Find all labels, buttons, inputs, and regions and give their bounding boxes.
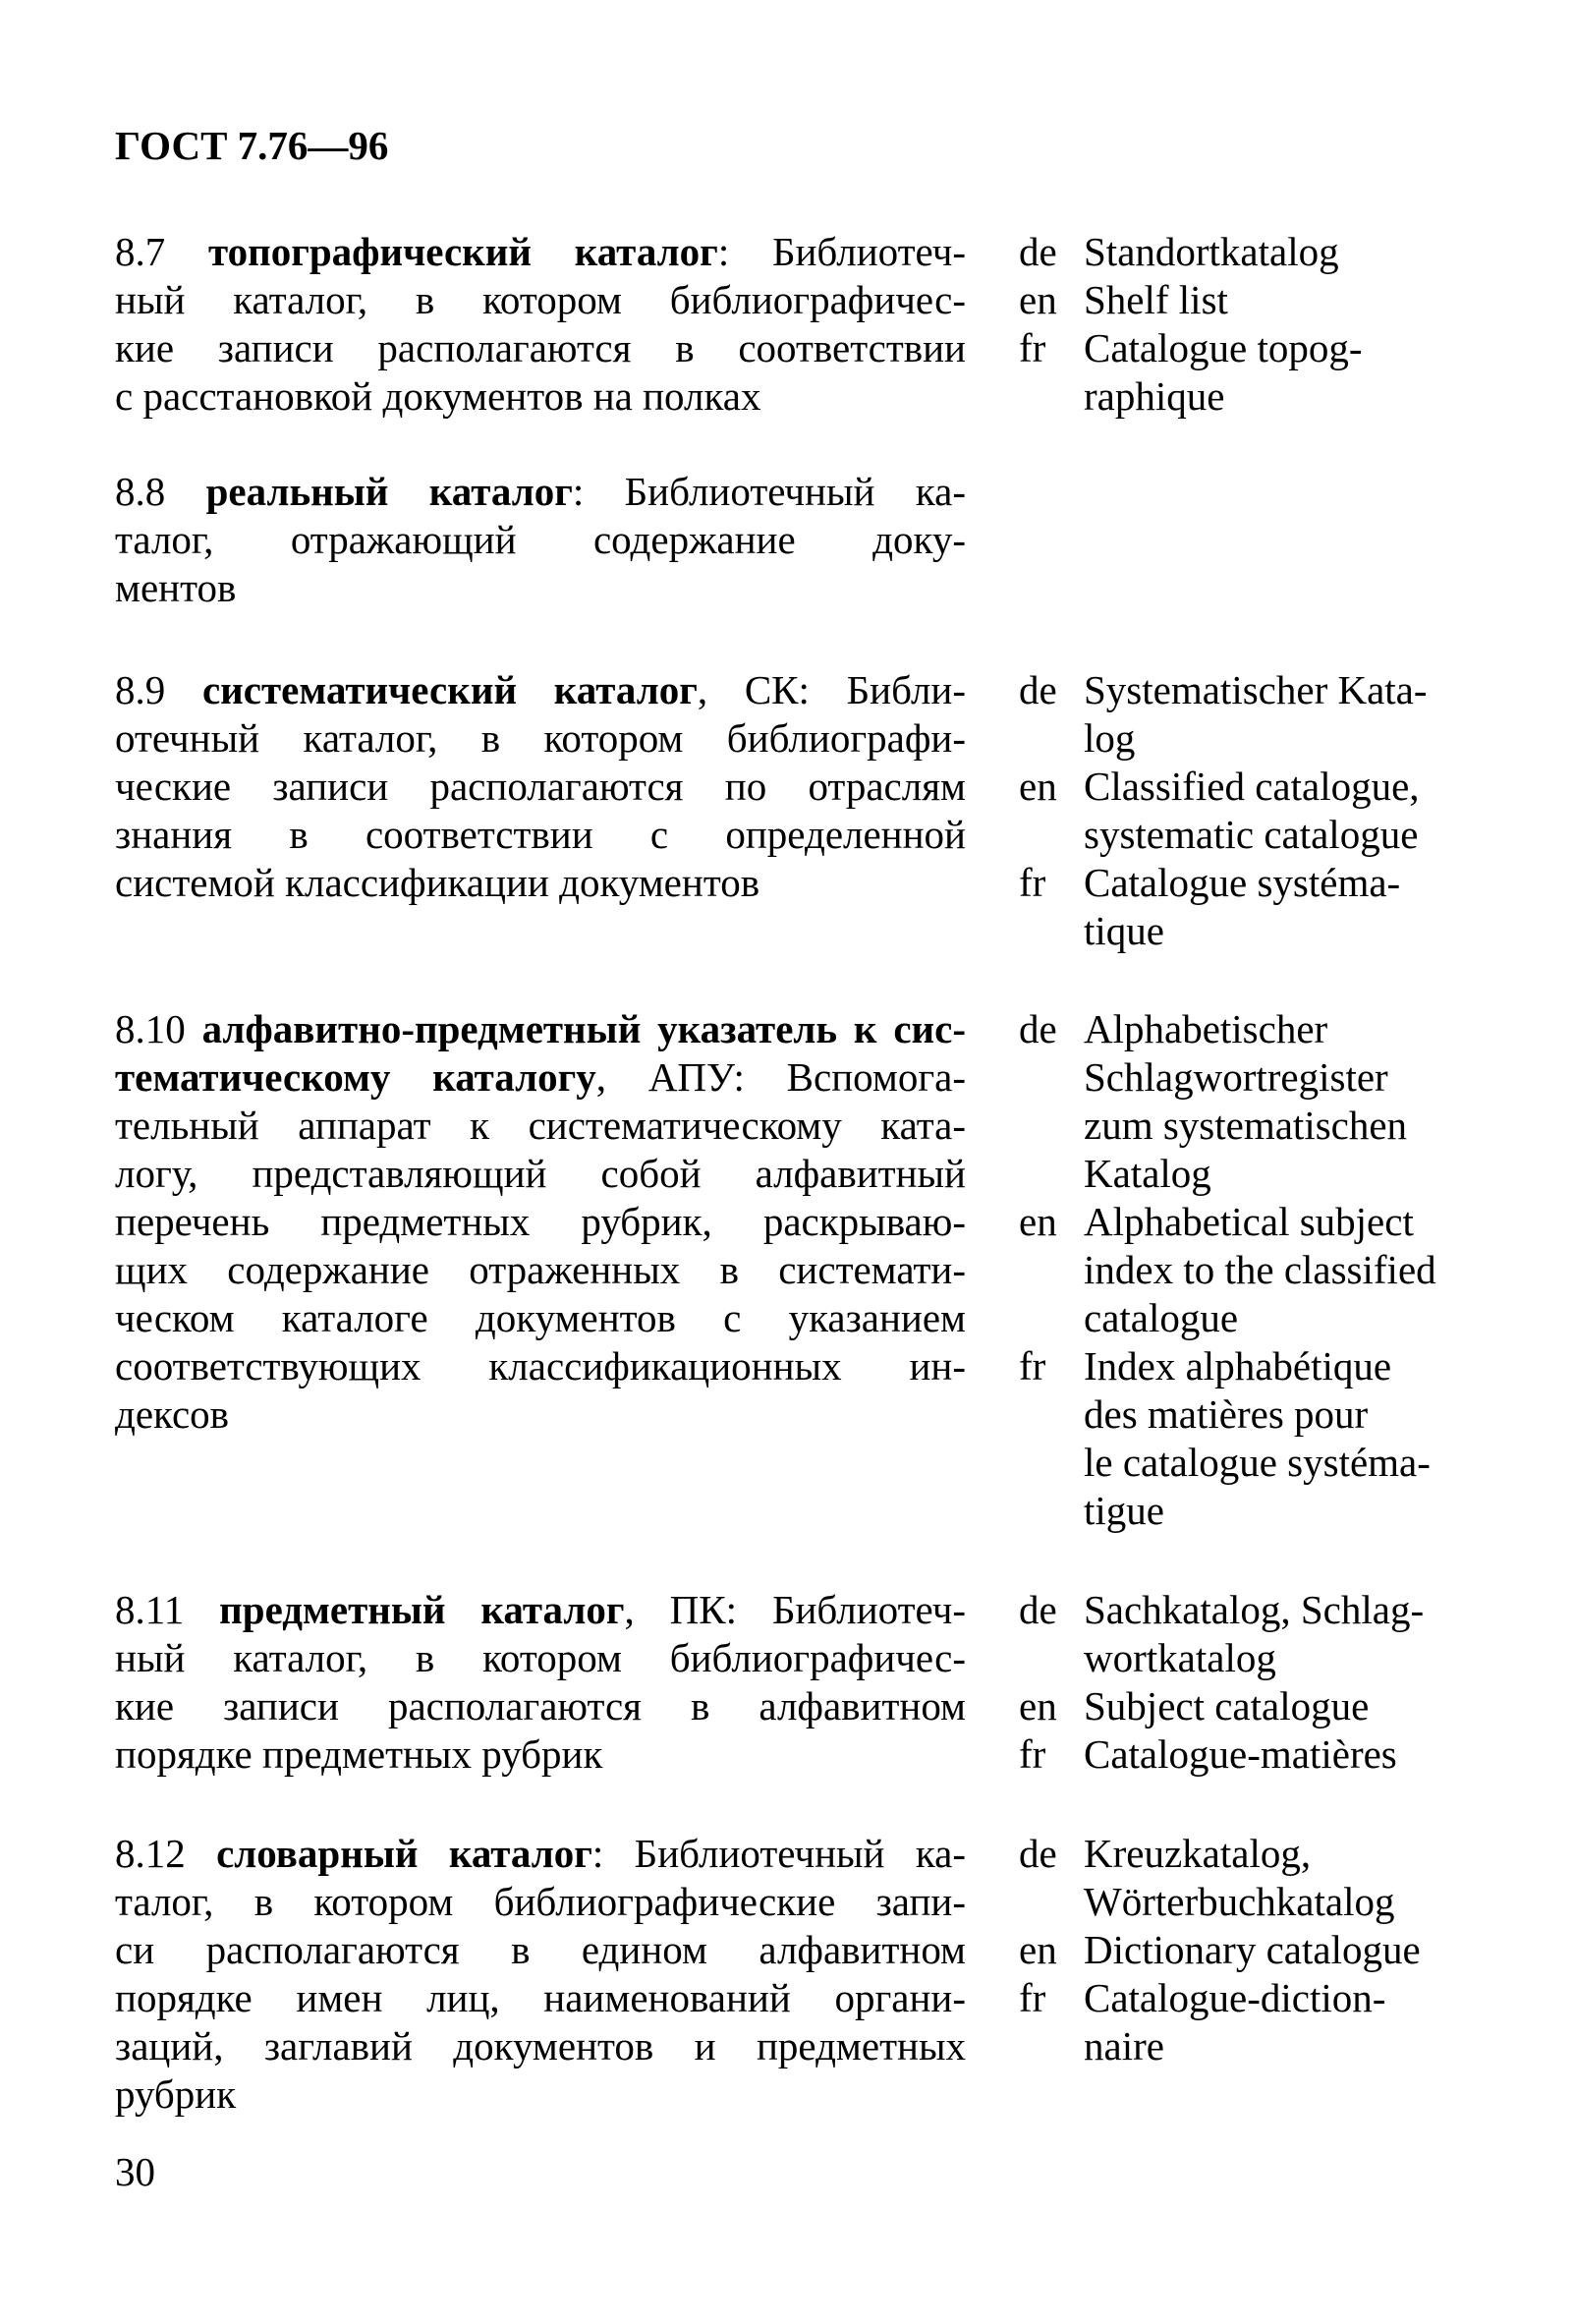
foreign-equivalents [1019,1005,1510,1535]
language-code: de [1019,1006,1057,1051]
definition-line: ный каталог, в котором библиографичес- [115,1635,966,1680]
term-number: 8.8 [115,469,206,514]
definition-line: 8.8 реальный каталог: Библиотечный ка- [115,469,966,514]
equivalent-term: Catalogue-matières [1084,1731,1397,1777]
equivalent-de [1019,1830,1510,1926]
definition-line: рубрик [115,2071,237,2117]
definition-line: ментов [115,565,237,610]
language-code: en [1019,277,1057,322]
definition-line: заций, заглавий документов и предметных [115,2023,966,2069]
equivalent-en [1019,1682,1510,1730]
term-title: реальный каталог [205,469,573,514]
equivalent-en [1019,1198,1510,1342]
definition-line: талог, в котором библиографические запи- [115,1879,966,1924]
definition-line: ный каталог, в котором библиографичес- [115,277,966,322]
equivalent-en [1019,763,1510,859]
equivalent-fr [1019,1730,1510,1779]
equivalent-term: Catalogue topog- raphique [1084,325,1363,419]
equivalent-de [1019,1005,1510,1198]
equivalent-term: Catalogue systéma- tique [1084,860,1401,953]
equivalent-term: Alphabetical subject index to the classified catalogue [1084,1199,1436,1340]
term-number: 8.10 [115,1006,202,1051]
language-code: fr [1019,1343,1046,1389]
definition-line: 8.11 предметный каталог, ПК: Библиотеч- [115,1587,966,1632]
language-code: fr [1019,1975,1046,2020]
equivalent-fr [1019,859,1510,955]
definition-line: кие записи располагаются в соответствии [115,325,966,370]
language-code: de [1019,667,1057,712]
foreign-equivalents [1019,1830,1510,2070]
term-title: алфавитно-предметный указатель к сис- [201,1006,966,1051]
language-code: fr [1019,1731,1046,1777]
definition-line: отечный каталог, в котором библиографи- [115,715,966,761]
definition-line: 8.12 словарный каталог: Библиотечный ка- [115,1831,967,1876]
definition-line: кие записи располагаются в алфавитном [115,1683,966,1729]
language-code: de [1019,1587,1057,1632]
definition-line: талог, отражающий содержание доку- [115,517,966,562]
equivalent-fr [1019,1342,1510,1535]
term-number: 8.7 [115,229,208,274]
definition-line: ческие записи располагаются по отраслям [115,764,966,809]
term-number: 8.12 [115,1831,217,1876]
definition-line: ческом каталоге документов с указанием [115,1295,966,1340]
definition-line: тематическому каталогу, АПУ: Вспомога- [115,1054,966,1100]
term-title: словарный каталог [216,1831,592,1876]
equivalent-term: Subject catalogue [1084,1683,1370,1729]
term-title-continued: тематическому каталогу [115,1054,596,1100]
equivalent-term: Alphabetischer Schlagwortregister zum systematischen Katalog [1084,1006,1408,1196]
foreign-equivalents [1019,1586,1510,1779]
equivalent-fr [1019,1974,1510,2070]
definition-line: порядке предметных рубрик [115,1731,603,1777]
definition-line: системой классификации документов [115,860,760,905]
language-code: en [1019,1199,1057,1244]
term-definition [115,468,966,612]
definition-line: тельный аппарат к систематическому ката- [115,1103,966,1148]
language-code: en [1019,1683,1057,1729]
equivalent-fr [1019,324,1510,421]
equivalent-de [1019,1586,1510,1682]
equivalent-term: Catalogue-diction- naire [1084,1975,1386,2069]
term-definition [115,228,966,421]
term-title: предметный каталог [219,1587,625,1632]
equivalent-term: Kreuzkatalog, Wörterbuchkatalog [1084,1831,1395,1924]
language-code: de [1019,1831,1057,1876]
equivalent-en [1019,1926,1510,1974]
foreign-equivalents [1019,228,1510,421]
equivalent-de [1019,228,1510,276]
page-header: ГОСТ 7.76—96 [115,123,389,168]
definition-line [115,1005,966,1053]
equivalent-term: Sachkatalog, Schlag- wortkatalog [1084,1587,1425,1680]
language-code: en [1019,764,1057,809]
page-number: 30 [115,2149,155,2194]
equivalent-term: Dictionary catalogue [1084,1927,1421,1972]
definition-line: порядке имен лиц, наименований органи- [115,1975,966,2020]
foreign-equivalents [1019,666,1510,955]
definition-line: си располагаются в едином алфавитном [115,1927,966,1972]
definition-line: с расстановкой документов на полках [115,373,761,419]
equivalent-term: Shelf list [1084,277,1228,322]
term-definition [115,1830,966,2119]
term-title: топографический каталог [207,229,718,274]
equivalent-term: Standortkatalog [1084,229,1339,274]
definition-line: 8.9 систематический каталог, СК: Библи- [115,667,966,712]
equivalent-term: Classified catalogue, systematic catalogue [1084,764,1420,857]
term-number: 8.9 [115,667,202,712]
equivalent-term: Index alphabétique des matières pour le catalogue systéma- tigue [1084,1343,1431,1533]
language-code: de [1019,229,1057,274]
term-definition [115,1005,966,1439]
term-number: 8.11 [115,1587,220,1632]
language-code: fr [1019,325,1046,370]
definition-line: дексов [115,1391,230,1437]
term-title: систематический каталог [201,667,698,712]
term-definition [115,666,966,907]
equivalent-term: Systematischer Kata- log [1084,667,1428,761]
definition-line: перечень предметных рубрик, раскрываю- [115,1199,966,1244]
language-code: en [1019,1927,1057,1972]
language-code: fr [1019,860,1046,905]
equivalent-de [1019,666,1510,763]
term-definition [115,1586,966,1779]
definition-line: щих содержание отраженных в системати- [115,1247,966,1292]
definition-line: логу, представляющий собой алфавитный [115,1151,966,1196]
definition-line: соответствующих классификационных ин- [115,1343,966,1389]
definition-line: знания в соответствии с определенной [115,812,966,857]
equivalent-en [1019,276,1510,324]
definition-line: 8.7 топографический каталог: Библиотеч- [115,229,966,274]
